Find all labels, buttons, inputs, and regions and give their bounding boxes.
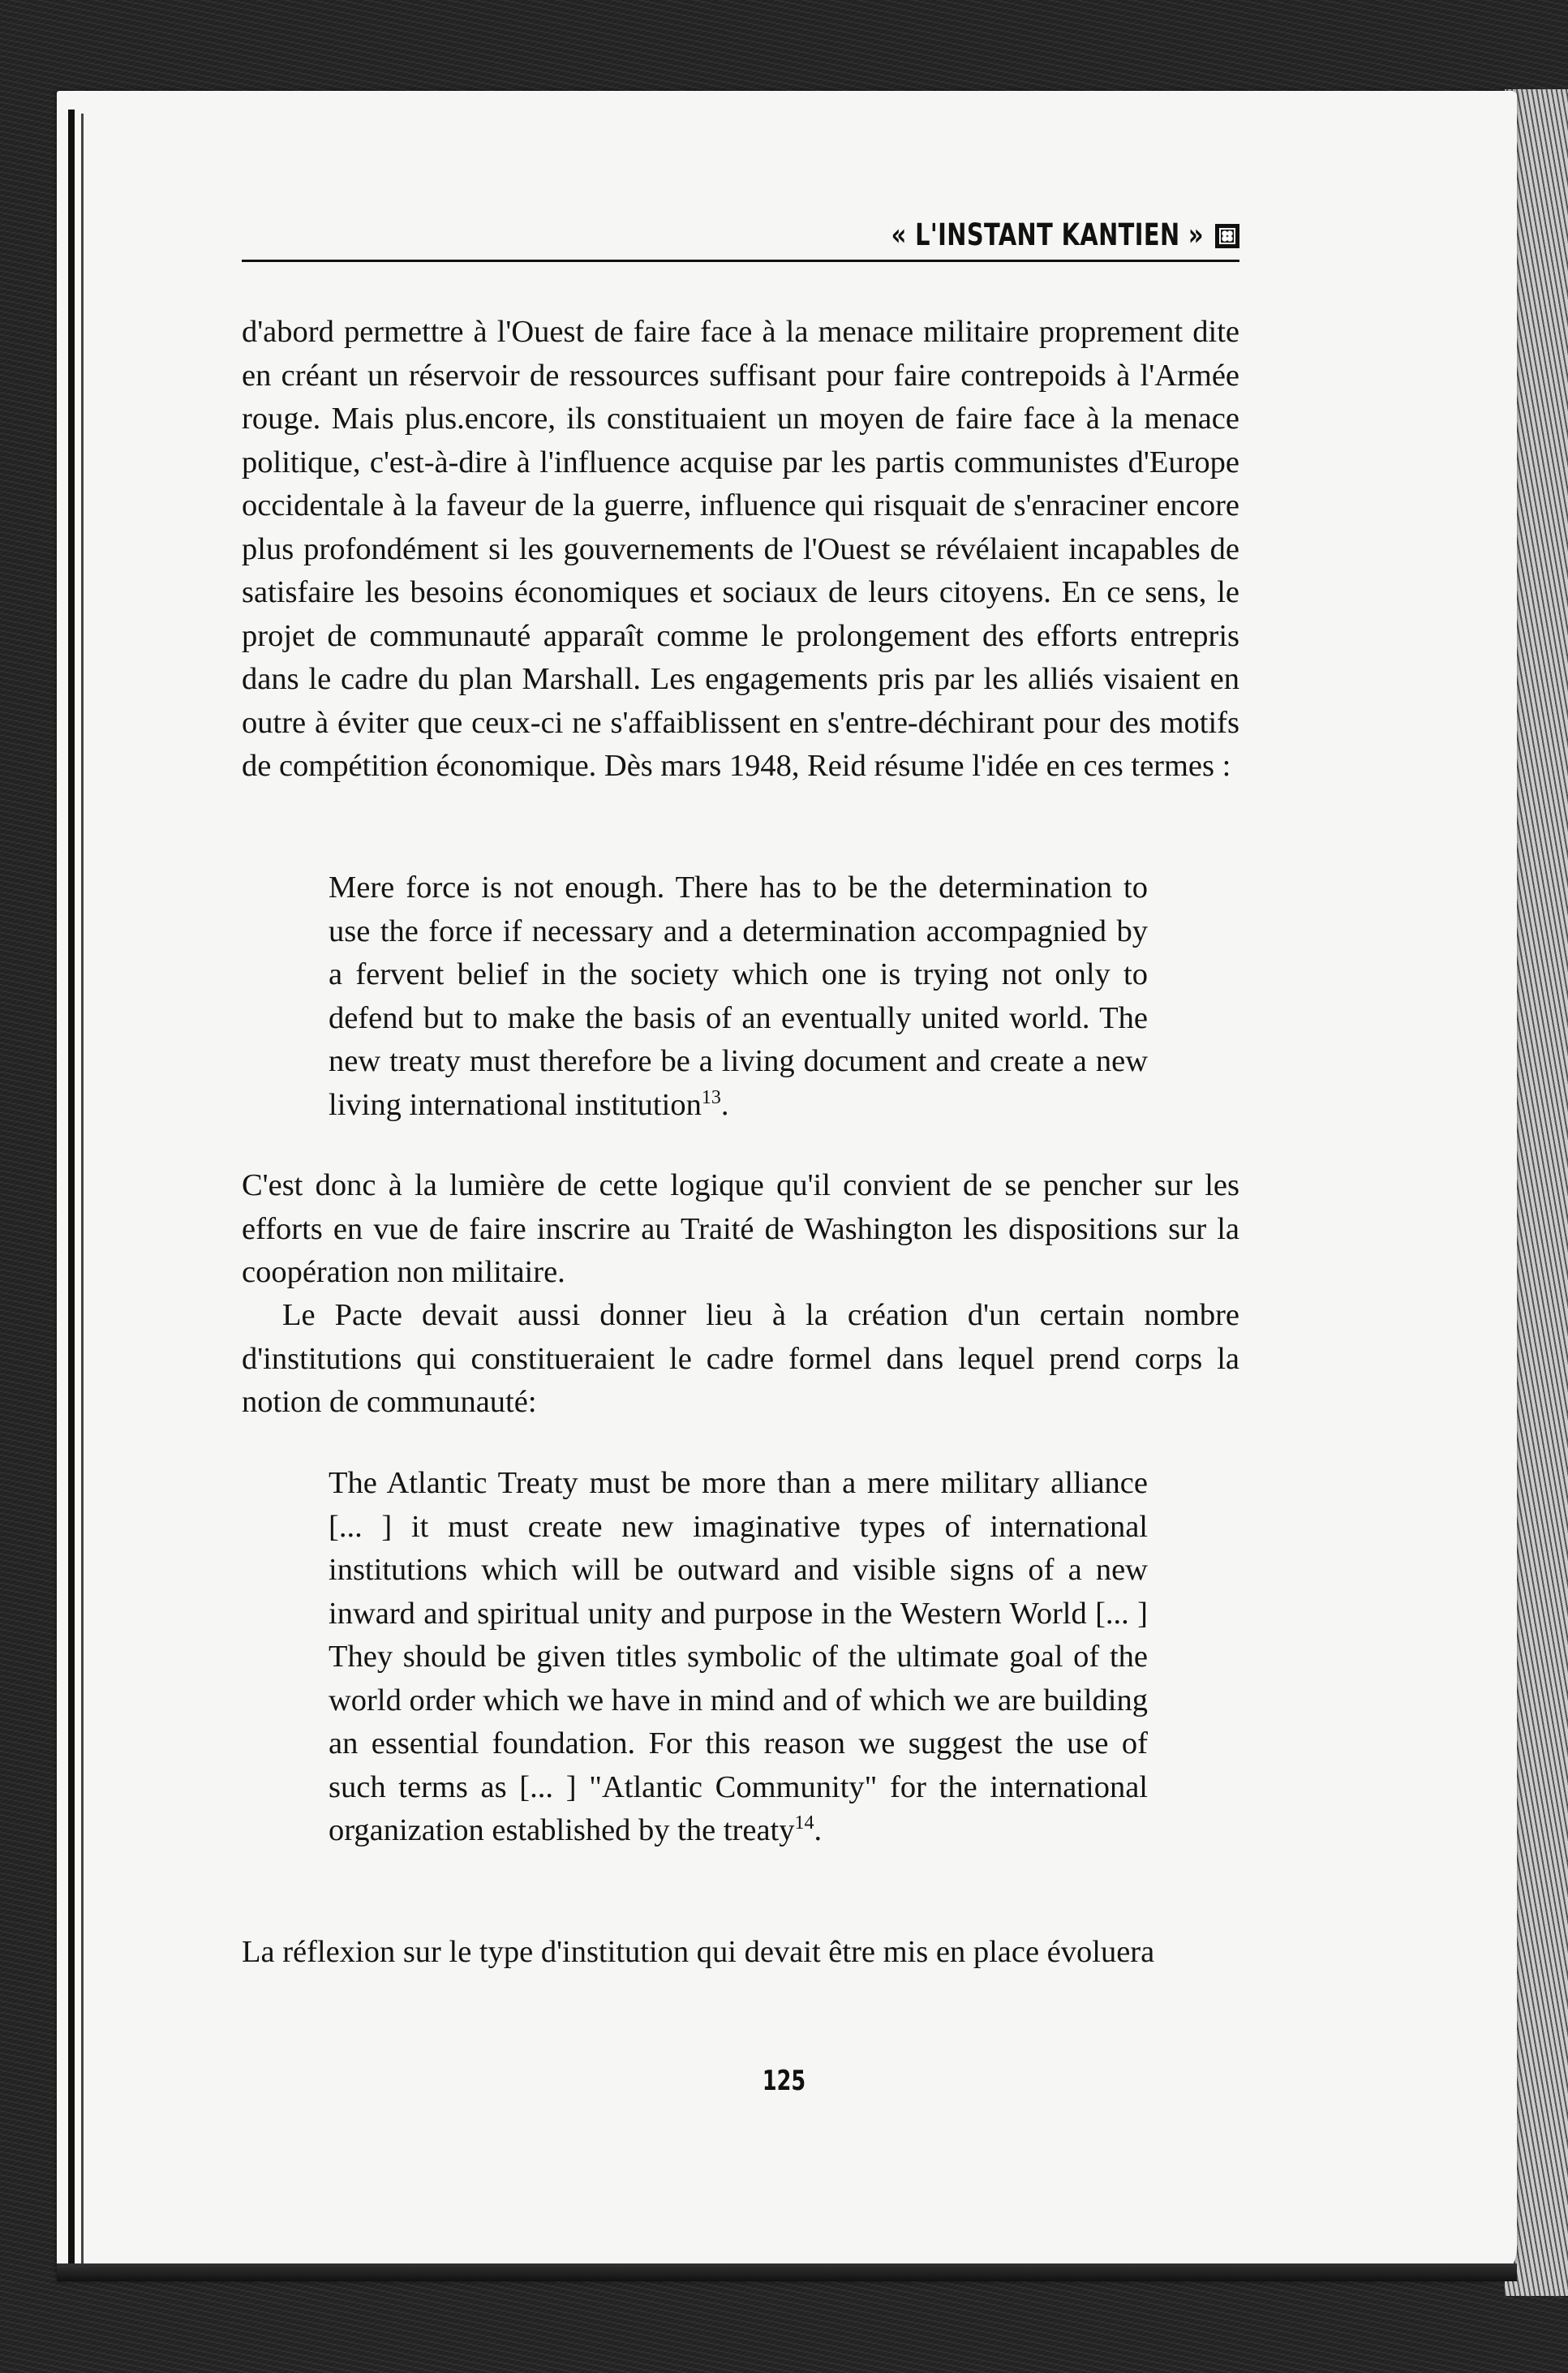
block-quote-1-end: . bbox=[720, 1087, 729, 1122]
block-quote-1-text: Mere force is not enough. There has to be the determination to use the force if necessary and a determination accompagnied by a fervent belief in the society which one is trying not only to defend but to make the basis of an eventually united world. The new treaty must therefore be a living document and create a new living international institution bbox=[329, 871, 1148, 1122]
running-header bbox=[242, 217, 1239, 262]
page-bottom-shadow bbox=[57, 2263, 1517, 2281]
ornament-square-icon bbox=[1215, 224, 1239, 248]
paragraph-1: d'abord permettre à l'Ouest de faire face à la menace militaire proprement dite en créant un réservoir de ressources suffisant pour faire contrepoids à l'Armée rouge. Mais plus.encore, ils constituaient un moyen de faire face à la menace politique, c'est-à-dire à l'influence acquise par les partis communistes d'Europe occidentale à la faveur de la guerre, influence qui risquait de s'enraciner encore plus profondément si les gouvernements de l'Ouest se révélaient incapables de satisfaire les besoins économiques et sociaux de leurs citoyens. En ce sens, le projet de communauté apparaît comme le prolongement des efforts entrepris dans le cadre du plan Marshall. Les engagements pris par les alliés visaient en outre à éviter que ceux-ci ne s'affaiblissent en s'entre-déchirant pour des motifs de compétition économique. Dès mars 1948, Reid résume l'idée en ces termes : bbox=[242, 315, 1239, 783]
block-quote-2 bbox=[329, 1462, 1148, 1853]
page-number-text: 125 bbox=[762, 2065, 806, 2097]
running-title: « L'INSTANT KANTIEN » bbox=[891, 217, 1204, 252]
page-number bbox=[0, 2065, 1568, 2097]
binding-line-secondary bbox=[81, 114, 84, 2263]
paragraph-3: Le Pacte devait aussi donner lieu à la création d'un certain nombre d'institutions qui constitueraient le cadre formel dans lequel prend corps la notion de communauté: bbox=[242, 1298, 1239, 1419]
paragraph-4: La réflexion sur le type d'institution qui devait être mis en place évoluera bbox=[242, 1935, 1155, 1969]
block-quote-1 bbox=[329, 866, 1148, 1127]
footnote-ref-13: 13 bbox=[701, 1086, 721, 1108]
footnote-ref-14: 14 bbox=[794, 1812, 814, 1834]
paragraph-2: C'est donc à la lumière de cette logique qu'il convient de se pencher sur les efforts en vue de faire inscrire au Traité de Washington les dispositions sur la coopération non militaire. bbox=[242, 1168, 1239, 1289]
block-quote-2-text: The Atlantic Treaty must be more than a mere military alliance [... ] it must create new imaginative types of international institutions which will be outward and visible signs of a new inward and spiritual unity and purpose in the Western World [... ] They should be given titles symbolic of the ultimate goal of the world order which we have in mind and of which we are building an essential foundation. For this reason we suggest the use of such terms as [... ] "Atlantic Community" for the international organization established by the treaty bbox=[329, 1466, 1148, 1847]
binding-line bbox=[68, 110, 75, 2272]
block-quote-2-end: . bbox=[814, 1813, 823, 1847]
